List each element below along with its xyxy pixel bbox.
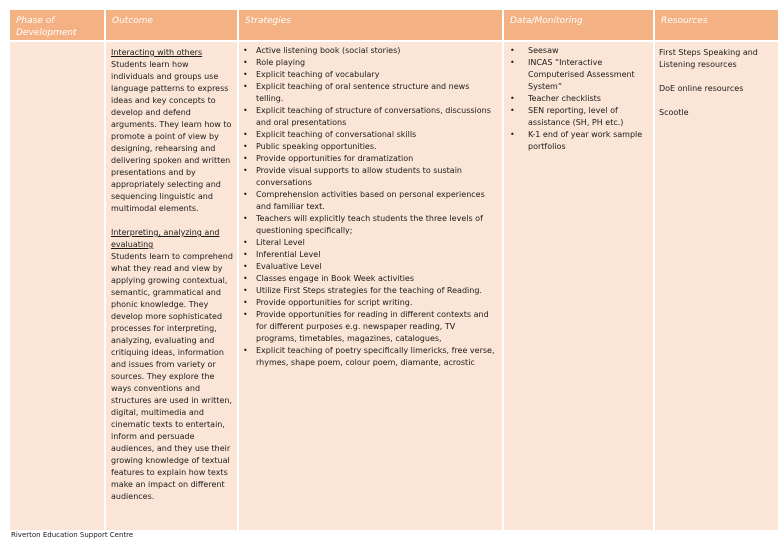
strategy-item: • Public speaking opportunities. [243,141,498,153]
resource-item: First Steps Speaking and Listening resources [659,48,758,69]
header-data-monitoring: Data/Monitoring [504,10,655,40]
strategy-item: • Active listening book (social stories) [243,45,498,57]
outcome-block [111,47,233,215]
strategy-item: • Explicit teaching of conversational skills [243,129,498,141]
strategy-item: • Utilize First Steps strategies for the teaching of Reading. [243,285,498,297]
header-phase: Phase of Development [10,10,106,40]
strategies-list [243,45,498,369]
strategy-item: • Provide opportunities for dramatization [243,153,498,165]
data-item: • SEN reporting, level of assistance (SH, PH etc.) [510,105,649,129]
strategy-item: • Role playing [243,57,498,69]
strategies-cell [239,40,504,530]
strategy-item: • Provide opportunities for script writing. [243,297,498,309]
outcome-title: Interacting with others [111,48,203,57]
strategy-item: • Comprehension activities based on personal experiences and familiar text. [243,189,498,213]
resources-cell [655,40,780,530]
data-monitoring-list [510,45,649,153]
data-item: • INCAS “Interactive Computerised Assessment System” [510,57,649,93]
strategy-item: • Explicit teaching of poetry specifically limericks, free verse, rhymes, shape poem, colour poem, diamante, acrostic [243,345,498,369]
strategy-item: • Provide opportunities for reading in different contexts and for different purposes e.g. newspaper reading, TV programs, timetables, magazines, catalogues, [243,309,498,345]
strategy-item: • Classes engage in Book Week activities [243,273,498,285]
data-item: • Seesaw [510,45,649,57]
strategy-item: • Literal Level [243,237,498,249]
planning-table [10,10,780,530]
strategy-item: • Explicit teaching of oral sentence structure and news telling. [243,81,498,105]
outcome-block [111,227,233,503]
strategy-item: • Inferential Level [243,249,498,261]
strategy-item: • Teachers will explicitly teach students the three levels of questioning specifically; [243,213,498,237]
strategy-item: • Evaluative Level [243,261,498,273]
outcome-title: Interpreting, analyzing and evaluating [111,228,220,249]
outcome-text: Students learn to comprehend what they read and view by applying growing contextual, semantic, grammatical and phonic knowledge. They develop more sophisticated processes for interpreting, analyzing, evaluating and critiquing ideas, information and issues from variety or sources. They explore the ways conventions and structures are used in written, digital, multimedia and cinematic texts to entertain, inform and persuade audiences, and they use their growing knowledge of textual features to explain how texts make an impact on different audiences. [111,252,233,501]
header-outcome: Outcome [106,10,239,40]
footer-school-name: Riverton Education Support Centre [11,531,134,539]
data-item: • Teacher checklists [510,93,649,105]
header-resources: Resources [655,10,780,40]
header-strategies: Strategies [239,10,504,40]
outcome-text: Students learn how individuals and groups use language patterns to express ideas and key concepts to develop and defend arguments. They learn how to promote a point of view by designing, rehearsing and delivering spoken and written presentations and by appropriately selecting and sequencing linguistic and multimodal elements. [111,60,232,213]
data-monitoring-cell [504,40,655,530]
outcome-cell [106,40,239,530]
strategy-item: • Explicit teaching of vocabulary [243,69,498,81]
strategy-item: • Explicit teaching of structure of conversations, discussions and oral presentations [243,105,498,129]
resource-item: Scootle [659,108,689,117]
resource-item: DoE online resources [659,84,744,93]
strategy-item: • Provide visual supports to allow students to sustain conversations [243,165,498,189]
data-item: • K-1 end of year work sample portfolios [510,129,649,153]
phase-cell [10,40,106,530]
